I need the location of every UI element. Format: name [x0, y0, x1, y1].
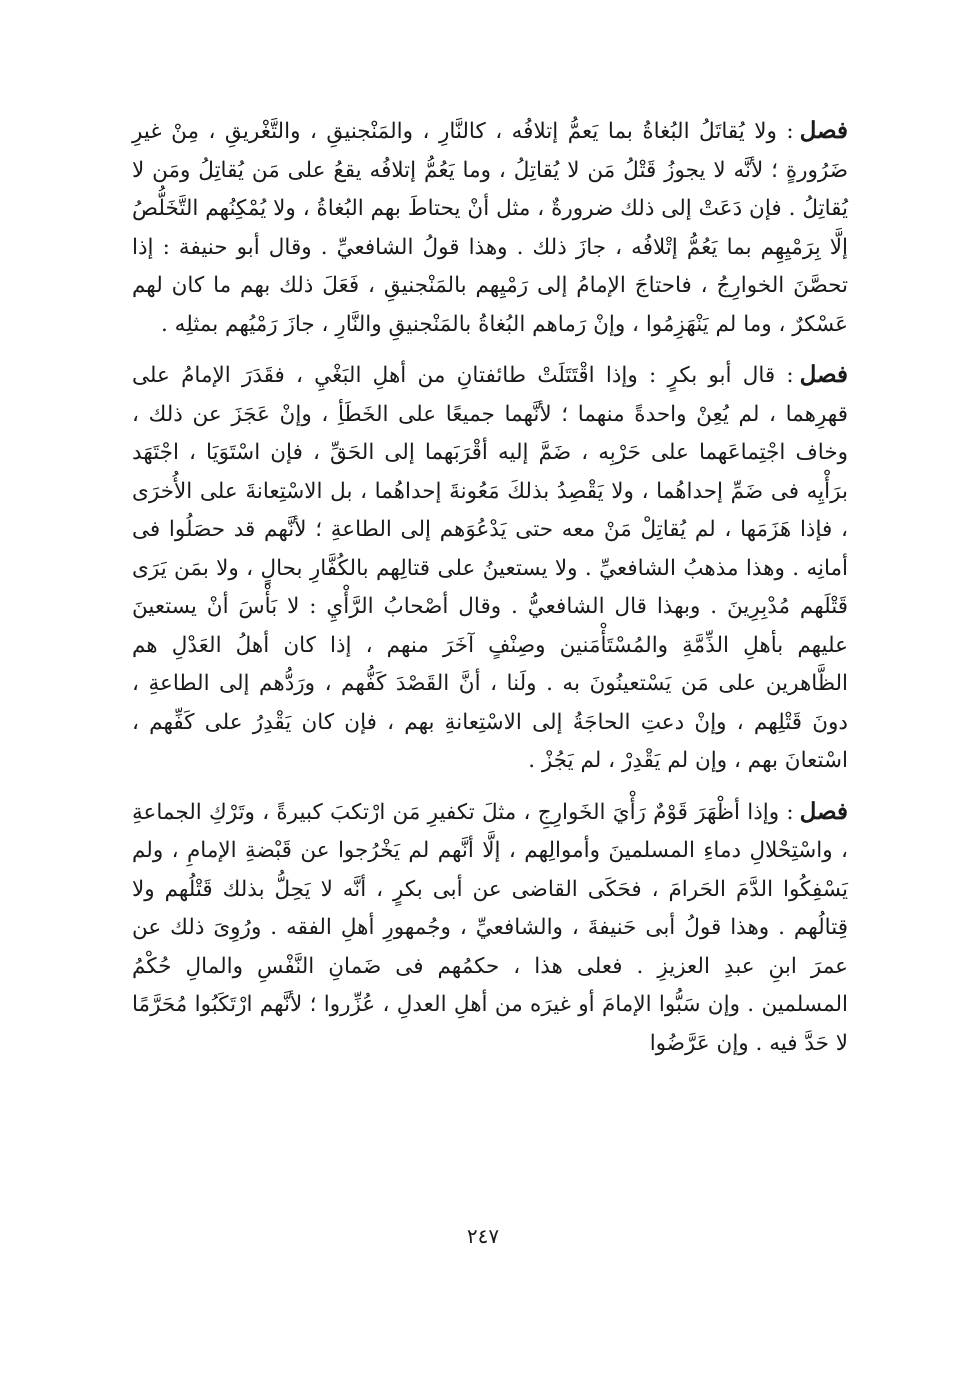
paragraph-text: : قال أبو بكرٍ : وإذا اقْتَتَلَتْ طائفتانِ من أهلِ البَغْيِ ، فقَدَرَ الإمامُ على قهرِهما ، لم يُعِنْ واحدةً منهما ؛ لأنَّهما جميعًا على الخَطَأِ ، وإنْ عَجَزَ عن ذلك ، وخاف اجْتِماعَهما على حَرْبِه ، ضَمَّ إليه أقْرَبَهما إلى الحَقِّ ، فإن اسْتَوَيَا ، اجْتَهَد برَأْيِه فى ضَمِّ إحداهُما ، ولا يَقْصِدُ بذلكَ مَعُونةَ إحداهُما ، بل الاسْتِعانةَ على الأُخرَى ، فإذا هَزَمَها ، لم يُقاتِلْ مَنْ معه حتى يَدْعُوَهم إلى الطاعةِ ؛ لأنَّهم قد حصَلُوا فى أمانِه . وهذا مذهبُ الشافعيِّ . ولا يستعينُ على قتالِهم بالكُفَّارِ بحالٍ ، ولا بمَن يَرَى قَتْلَهم مُدْبِرِينَ . وبهذا قال الشافعيُّ . وقال أصْحابُ الرَّأْيِ : لا بَأْسَ أنْ يستعينَ عليهم بأهلِ الذِّمَّةِ والمُسْتَأْمَنين وصِنْفٍ آخَرَ منهم ، إذا كان أهلُ العَدْلِ هم الظَّاهرين على مَن يَسْتعينُونَ به . ولَنا ، أنَّ القَصْدَ كَفُّهم ، ورَدُّهم إلى الطاعةِ ، دونَ قَتْلِهم ، وإنْ دعتِ الحاجَةُ إلى الاسْتِعانةِ بهم ، فإن كان يَقْدِرُ على كَفِّهم ، اسْتعانَ بهم ، وإن لم يَقْدِرْ ، لم يَجُزْ .: [132, 363, 848, 773]
paragraph-2: [132, 356, 848, 781]
paragraph-1: [132, 112, 848, 344]
page-number: ٢٤٧: [466, 1224, 500, 1248]
paragraph-text: : ولا يُقاتَلُ البُغاةُ بما يَعمُّ إتلافُه ، كالنَّارِ ، والمَنْجنيقِ ، والتَّغْريقِ ، مِنْ غيرِ ضَرُورةٍ ؛ لأنَّه لا يجوزُ قَتْلُ مَن لا يُقاتِلُ ، وما يَعُمُّ إتلافُه يقعُ على مَن يُقاتِلُ ومَن لا يُقاتِلُ . فإن دَعَتْ إلى ذلك ضرورةٌ ، مثل أنْ يحتاطَ بهم البُغاةُ ، ولا يُمْكِنُهم التَّخَلُّصُ إلَّا بِرَمْيِهِم بما يَعُمُّ إتْلافُه ، جازَ ذلك . وهذا قولُ الشافعيِّ . وقال أبو حنيفة : إذا تحصَّنَ الخوارِجُ ، فاحتاجَ الإمامُ إلى رَمْيِهم بالمَنْجنيقِ ، فَعَلَ ذلك بهم ما كان لهم عَسْكرٌ ، وما لم يَنْهَزِمُوا ، وإنْ رَماهم البُغاةُ بالمَنْجنيقِ والنَّارِ ، جازَ رَمْيُهم بمثلِه .: [132, 119, 848, 337]
section-heading: فصل: [799, 361, 848, 388]
page-body: [132, 112, 848, 1063]
paragraph-text: : وإذا أظْهَرَ قَوْمٌ رَأْيَ الخَوارِجِ ، مثلَ تكفيرِ مَن ارْتكبَ كبيرةً ، وتَرْكِ الجماعةِ ، واسْتِحْلالِ دماءِ المسلمينَ وأموالِهم ، إلَّا أنَّهم لم يَخْرُجوا عن قَبْضةِ الإمامِ ، ولم يَسْفِكُوا الدَّمَ الحَرامَ ، فحَكَى القاضى عن أبى بكرٍ ، أنَّه لا يَحِلُّ بذلك قَتْلُهم ولا قِتالُهم . وهذا قولُ أبى حَنيفةَ ، والشافعيِّ ، وجُمهورِ أهلِ الفقه . ورُوِىَ ذلك عن عمرَ ابنِ عبدِ العزيزِ . فعلى هذا ، حكمُهم فى ضَمانِ النَّفْسِ والمالِ حُكْمُ المسلمين . وإن سَبُّوا الإمامَ أو غيرَه من أهلِ العدلِ ، عُزِّروا ؛ لأنَّهم ارْتَكَبُوا مُحَرَّمًا لا حَدَّ فيه . وإن عَرَّضُوا: [132, 799, 848, 1056]
paragraph-3: [132, 793, 848, 1064]
section-heading: فصل: [799, 797, 848, 825]
section-heading: فصل: [799, 117, 848, 144]
